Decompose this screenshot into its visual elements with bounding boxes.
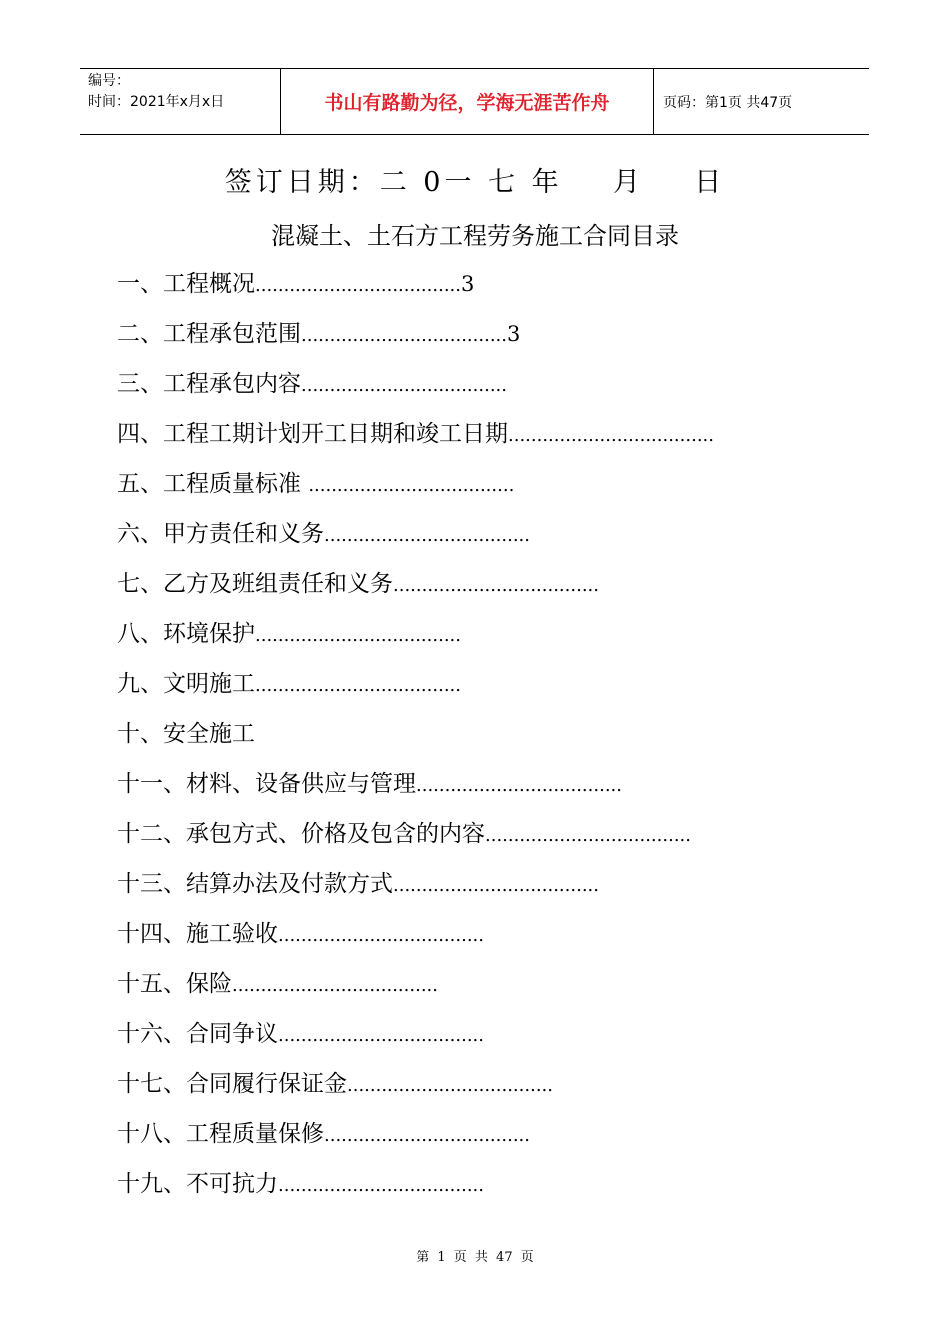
toc-item-label: 十五、保险: [117, 971, 232, 997]
toc-item-label: 十七、合同履行保证金: [117, 1071, 347, 1097]
toc-item-leader: ....................................: [308, 475, 515, 496]
toc-item[interactable]: [117, 1115, 714, 1165]
toc-item-label: 十三、结算办法及付款方式: [117, 871, 393, 897]
toc-item[interactable]: [117, 465, 714, 515]
page-header: [80, 68, 869, 135]
toc-item[interactable]: [117, 915, 714, 965]
toc-item-leader: ....................................: [393, 875, 599, 896]
toc-item-label: 十一、材料、设备供应与管理: [117, 771, 416, 797]
toc-item[interactable]: [117, 1065, 714, 1115]
toc-item-label: 十二、承包方式、价格及包含的内容: [117, 821, 485, 847]
toc-item-label: 十四、施工验收: [117, 921, 278, 947]
toc-item-label: 七、乙方及班组责任和义务: [117, 571, 393, 597]
toc-item-label: 十、安全施工: [117, 721, 255, 747]
toc-item-label: 八、环境保护: [117, 621, 255, 647]
toc-item[interactable]: [117, 1165, 714, 1215]
toc-item-label: 三、工程承包内容: [117, 371, 301, 397]
toc-item-label: 二、工程承包范围: [117, 321, 301, 347]
toc-item[interactable]: [117, 965, 714, 1015]
toc-item-label: 一、工程概况: [117, 271, 255, 297]
toc-item-label: 六、甲方责任和义务: [117, 521, 324, 547]
page-footer: 第 1 页 共 47 页: [416, 1250, 534, 1265]
toc-item[interactable]: [117, 815, 714, 865]
toc-item[interactable]: [117, 865, 714, 915]
toc-item[interactable]: [117, 565, 714, 615]
toc-item-leader: ....................................: [255, 625, 461, 646]
toc-item-leader: ....................................: [301, 375, 507, 396]
toc-item-page: 3: [506, 322, 521, 346]
toc-item-leader: ....................................: [324, 1125, 530, 1146]
toc-item[interactable]: [117, 1015, 714, 1065]
toc-item[interactable]: [117, 615, 714, 665]
toc-item-leader: ....................................: [485, 825, 691, 846]
toc-item-label: 十九、不可抗力: [117, 1171, 278, 1197]
toc-item-leader: ....................................: [393, 575, 599, 596]
toc-item-leader: ....................................: [255, 275, 461, 296]
toc-item-label: 十六、合同争议: [117, 1021, 278, 1047]
header-page-info: 页码：第1页 共47页: [663, 94, 793, 111]
document-title: 混凝土、土石方工程劳务施工合同目录: [271, 222, 679, 250]
toc-item[interactable]: [117, 415, 714, 465]
header-motto: 书山有路勤为径，学海无涯苦作舟: [324, 92, 610, 114]
toc-item-label: 九、文明施工: [117, 671, 255, 697]
document-time: 时间：2021年x月x日: [88, 94, 225, 110]
toc-item-page: 3: [460, 272, 475, 296]
toc-item[interactable]: [117, 515, 714, 565]
sign-date: 签订日期：二 0一 七 年 月 日: [224, 167, 726, 198]
toc-item[interactable]: [117, 765, 714, 815]
toc-item-leader: ....................................: [301, 325, 507, 346]
toc-item-leader: ....................................: [278, 925, 484, 946]
toc-item-label: 四、工程工期计划开工日期和竣工日期: [117, 421, 508, 447]
toc-item[interactable]: [117, 365, 714, 415]
toc-item[interactable]: [117, 265, 714, 315]
toc-item[interactable]: [117, 665, 714, 715]
toc-item-leader: ....................................: [232, 975, 438, 996]
toc-item-label: 五、工程质量标准: [117, 471, 309, 497]
toc-item-leader: ....................................: [278, 1175, 484, 1196]
toc-item[interactable]: [117, 315, 714, 365]
toc-item-leader: ....................................: [278, 1025, 484, 1046]
toc-item-leader: ....................................: [324, 525, 530, 546]
header-motto-cell: [281, 69, 654, 134]
header-page-cell: [654, 69, 869, 134]
toc-item-leader: ....................................: [416, 775, 622, 796]
header-meta: [80, 69, 281, 134]
toc-item[interactable]: [117, 715, 714, 765]
toc-item-label: 十八、工程质量保修: [117, 1121, 324, 1147]
toc-item-leader: ....................................: [347, 1075, 553, 1096]
document-number-label: 编号：: [88, 73, 130, 89]
toc-item-leader: ....................................: [508, 425, 714, 446]
table-of-contents: [117, 265, 714, 1215]
toc-item-leader: ....................................: [255, 675, 461, 696]
